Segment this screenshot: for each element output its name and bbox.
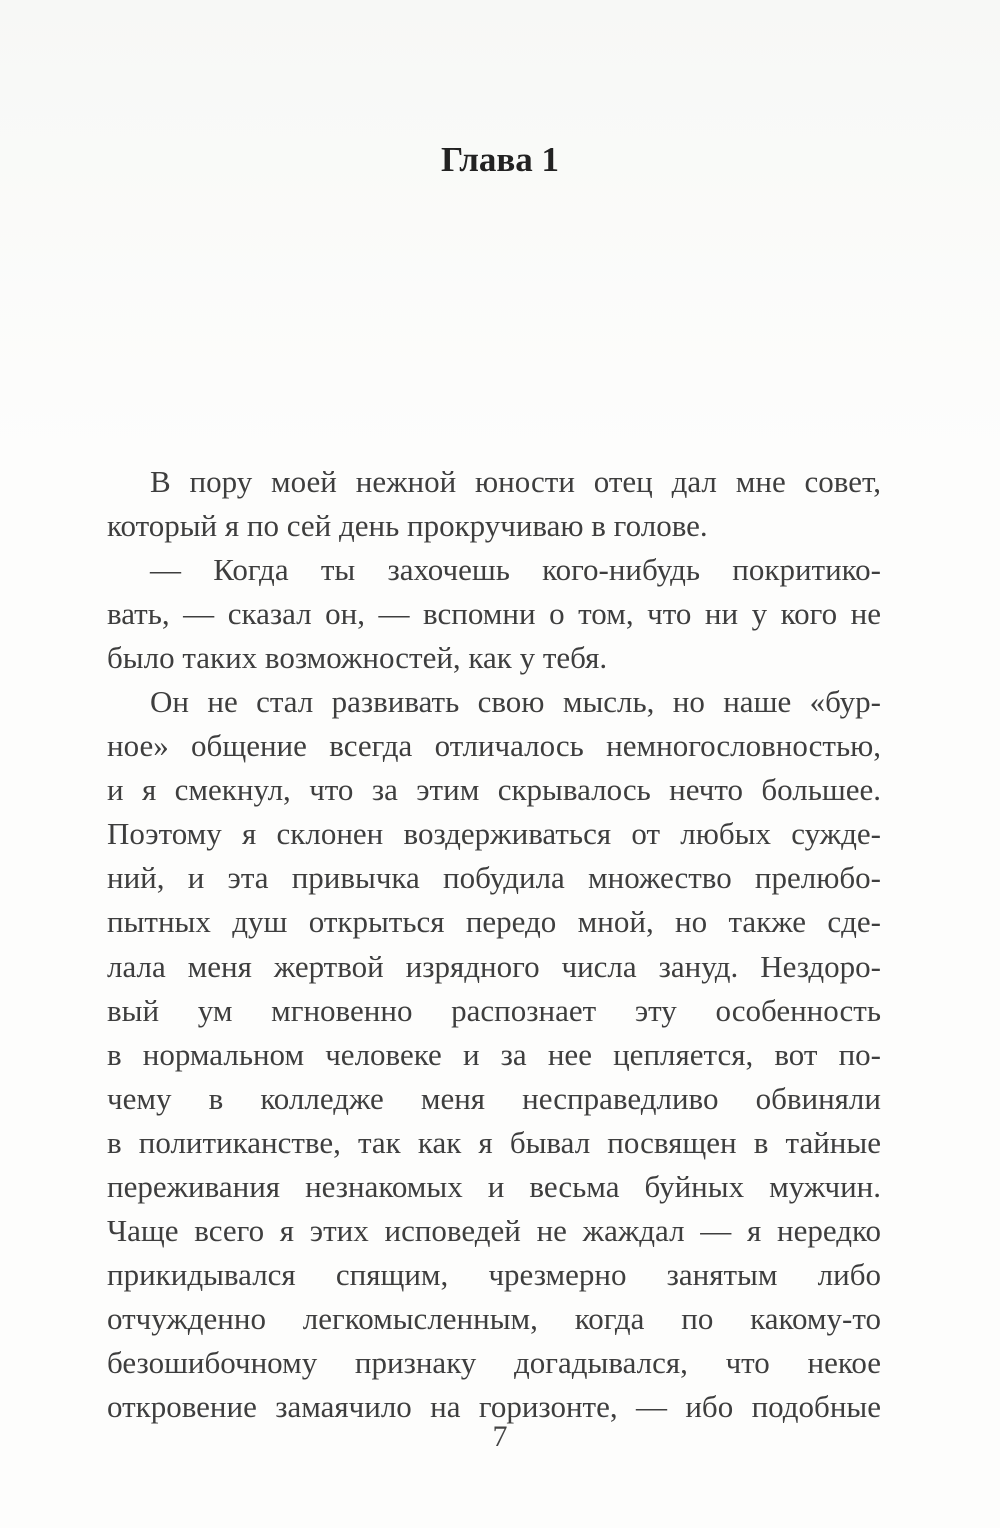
text-line: вать, — сказал он, — вспомни о том, что ни у кого не [107,596,881,632]
text-line: ний, и эта привычка побудила множество прелюбо- [107,860,881,896]
text-line: В пору моей нежной юности отец дал мне совет, [150,464,881,499]
text-line: чему в колледже меня несправедливо обвиняли [107,1080,881,1116]
text-line: откровение замаячило на горизонте, — ибо подобные [107,1388,881,1424]
text-line: — Когда ты захочешь кого-нибудь покритико- [150,552,881,588]
text-line: Поэтому я склонен воздерживаться от любых сужде- [107,816,881,852]
chapter-title: Глава 1 [440,140,560,179]
text-line: вый ум мгновенно распознает эту особенность [107,992,881,1028]
page-number: 7 [492,1420,508,1453]
text-line: переживания незнакомых и весьма буйных мужчин. [107,1168,881,1204]
text-line: было таких возможностей, как у тебя. [107,640,608,676]
text-line: Он не стал развивать свою мысль, но наше «бур- [150,684,881,720]
text-line: который я по сей день прокручиваю в голове. [107,508,708,544]
text-line: в политиканстве, так как я бывал посвящен в тайные [107,1124,881,1160]
text-line: и я смекнул, что за этим скрывалось нечто большее. [107,772,881,808]
text-line: лала меня жертвой изрядного числа зануд. Нездоро- [107,948,881,984]
text-line: Чаще всего я этих исповедей не жаждал — я нередко [107,1212,881,1248]
text-line: отчужденно легкомысленным, когда по какому-то [107,1300,881,1336]
text-line: в нормальном человеке и за нее цепляется, вот по- [107,1036,881,1072]
body-text [107,460,881,1429]
text-line: ное» общение всегда отличалось немногословностью, [107,728,881,764]
text-line: пытных душ открыться передо мной, но также сде- [107,904,881,940]
text-line: прикидывался спящим, чрезмерно занятым либо [107,1256,881,1292]
text-line: безошибочному признаку догадывался, что некое [107,1344,881,1380]
